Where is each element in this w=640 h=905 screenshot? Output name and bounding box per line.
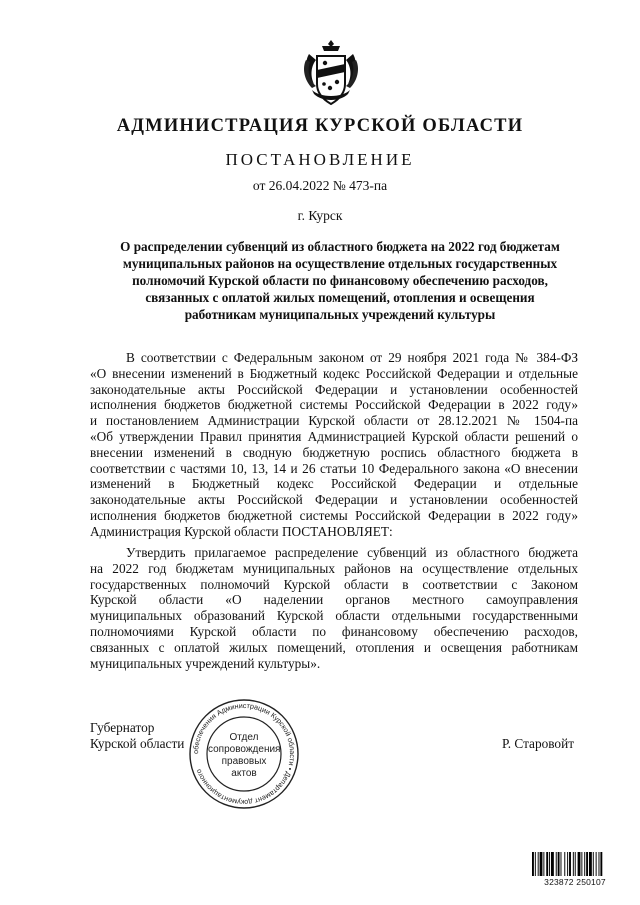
- barcode-bar: [578, 852, 581, 876]
- body-paragraph-1: [90, 350, 578, 540]
- signature-position-line: Губернатор: [90, 720, 155, 735]
- document-type: ПОСТАНОВЛЕНИЕ: [225, 150, 415, 169]
- heading-line: работникам муниципальных учреждений культуры: [184, 307, 496, 322]
- body-line: связанных с оплатой жилых помещений, отопления и освещения работникам: [90, 639, 578, 655]
- barcode-icon: [532, 852, 618, 876]
- heading-line: полномочий Курской области по финансовому обеспечению расходов,: [132, 273, 548, 288]
- body-line: муниципальных учреждений культуры».: [90, 655, 321, 671]
- barcode-bar: [556, 852, 557, 876]
- barcode-bar: [535, 852, 536, 876]
- barcode-bar: [567, 852, 568, 876]
- barcode-bar: [549, 852, 550, 876]
- barcode-bar: [558, 852, 560, 876]
- stamp-line: сопровождения: [208, 744, 281, 755]
- heading-line: муниципальных районов на осуществление отдельных государственных: [122, 256, 558, 271]
- body-line: законодательные акты Российской Федерации и установлении особенностей: [90, 381, 578, 397]
- heading-line: связанных с оплатой жилых помещений, отопления и освещения: [145, 290, 535, 305]
- barcode-bar: [546, 852, 548, 876]
- stamp-inner-text: [208, 732, 280, 780]
- body-line: изменений в Бюджетный кодекс Российской Федерации и отдельные: [90, 476, 578, 492]
- barcode-bar: [593, 852, 594, 876]
- barcode-number: 323872 250107: [544, 877, 606, 887]
- stamp-ring-text: обеспечения Администрации Курской области • Департамент документационного: [190, 700, 298, 808]
- barcode-bar: [564, 852, 565, 876]
- body-line: муниципальных образований Курской области отдельными государственными: [90, 608, 578, 624]
- barcode-bar: [532, 852, 534, 876]
- barcode-bar: [586, 852, 588, 876]
- document-date-number: от 26.04.2022 № 473-па: [252, 178, 388, 193]
- document-city: г. Курск: [297, 208, 343, 223]
- signature-position-line: Курской области: [90, 736, 185, 751]
- body-paragraph-2: [90, 545, 578, 671]
- barcode-bar: [569, 852, 571, 876]
- coat-of-arms-icon: [300, 36, 362, 108]
- body-line: и постановлением Администрации Курской области от 28.12.2021 № 1504-па: [90, 413, 578, 429]
- stamp-line: правовых: [221, 756, 267, 767]
- stamp-line: актов: [231, 768, 257, 779]
- body-line: на 2022 год бюджетам муниципальных районов на осуществление отдельных: [90, 560, 578, 576]
- barcode-bar: [581, 852, 582, 876]
- barcode-bar: [589, 852, 592, 876]
- barcode-bar: [538, 852, 539, 876]
- barcode-bar: [561, 852, 562, 876]
- signature-position: [90, 720, 184, 752]
- body-line: Курской области «О наделении органов местного самоуправления: [90, 592, 578, 608]
- body-line: полномочиями Курской области по финансовому обеспечению расходов,: [90, 623, 578, 639]
- barcode-bar: [543, 852, 544, 876]
- barcode-bar: [540, 852, 543, 876]
- barcode-bar: [599, 852, 600, 876]
- body-line: соответствии с частями 10, 13, 14 и 26 статьи 10 Федерального закона «О внесении: [90, 460, 578, 476]
- body-line: Утвердить прилагаемое распределение субвенций из областного бюджета: [126, 545, 578, 560]
- body-line: законодательные акты Российской Федерации и установлении особенностей: [90, 492, 578, 508]
- document-heading: [90, 238, 590, 323]
- barcode-bar: [596, 852, 597, 876]
- body-line: внесении изменений в сводную бюджетную роспись областного бюджета в: [90, 444, 578, 460]
- barcode-bar: [584, 852, 585, 876]
- body-line: В соответствии с Федеральным законом от 29 ноября 2021 года № 384-ФЗ: [126, 350, 578, 365]
- body-line: «Об утверждении Правил принятия Администрацией Курской области решений о: [90, 428, 578, 444]
- signature-name: Р. Старовойт: [502, 736, 575, 751]
- barcode-bar: [600, 852, 602, 876]
- body-line: исполнения бюджетов бюджетной системы Российской Федерации в 2022 году»: [90, 507, 578, 523]
- barcode-bar: [551, 852, 554, 876]
- stamp-line: Отдел: [229, 732, 259, 743]
- body-line: Администрация Курской области ПОСТАНОВЛЯЕТ:: [90, 523, 393, 539]
- body-line: государственных полномочий Курской области в соответствии с Законом: [90, 576, 578, 592]
- agency-title: АДМИНИСТРАЦИЯ КУРСКОЙ ОБЛАСТИ: [116, 116, 524, 136]
- body-line: «О внесении изменений в Бюджетный кодекс Российской Федерации и отдельные: [90, 365, 578, 381]
- barcode-bar: [573, 852, 574, 876]
- barcode-bar: [575, 852, 576, 876]
- body-line: исполнения бюджетов бюджетной системы Российской Федерации в 2022 году»: [90, 397, 578, 413]
- heading-line: О распределении субвенций из областного бюджета на 2022 год бюджетам: [120, 239, 560, 254]
